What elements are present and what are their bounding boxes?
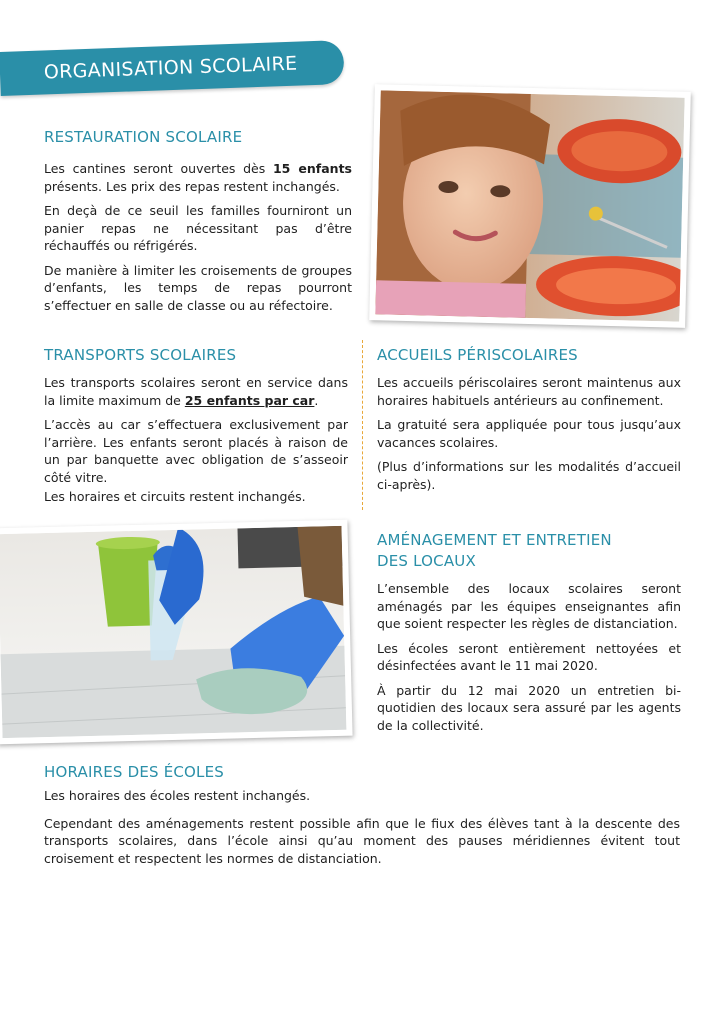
child-eating-photo [369,84,691,328]
restauration-paragraph-3: De manière à limiter les croisements de groupes d’enfants, les temps de repas pourront s’effectuer en salle de classe ou au réfectoire. [44,262,352,313]
banner-title: ORGANISATION SCOLAIRE [43,52,298,84]
amenagement-paragraph-3: À partir du 12 mai 2020 un entretien bi-quotidien des locaux sera assuré par les agents de la collectivité. [377,682,681,733]
enfants-par-car: 25 enfants par car [184,392,315,408]
transports-title: TRANSPORTS SCOLAIRES [44,346,237,364]
horaires-text [44,787,680,874]
transports-paragraph-2: L’accès au car s’effectuera exclusivement par l’arrière. Les enfants seront placés à raison de un par banquette avec obligation de s’asseoir côté vitre. [44,417,348,485]
amenagement-title-line-1: AMÉNAGEMENT ET ENTRETIEN [377,531,612,549]
amenagement-paragraph-1: L’ensemble des locaux scolaires seront aménagés par les équipes enseignantes afin que soient respecter les règles de distanciation. [377,581,681,631]
periscolaires-paragraph-3: (Plus d’informations sur les modalités d’accueil ci-après). [377,459,681,492]
periscolaires-text [377,374,681,500]
column-divider [362,340,363,510]
restauration-paragraph-2: En deçà de ce seuil les familles fourniront un panier repas ne nécessitant pas d’être réchauffés ou réfrigérés. [44,203,352,253]
amenagement-title-line-2: DES LOCAUX [377,552,476,570]
child-eating-image [375,90,684,321]
periscolaires-paragraph-1: Les accueils périscolaires seront maintenus aux horaires habituels antérieurs au confinement. [377,375,681,408]
amenagement-title [377,530,612,572]
section-banner [0,40,345,96]
horaires-title: HORAIRES DES ÉCOLES [44,763,225,781]
cleaning-image [0,526,346,738]
cleaning-photo [0,520,353,745]
amenagement-text [377,580,681,741]
amenagement-paragraph-2: Les écoles seront entièrement nettoyées et désinfectées avant le 11 mai 2020. [377,640,681,673]
periscolaires-paragraph-2: La gratuité sera appliquée pour tous jusqu’aux vacances scolaires. [377,417,681,450]
restauration-text [44,160,352,321]
transports-paragraph-3: Les horaires et circuits restent inchangés. [44,489,306,504]
transports-text [44,374,348,513]
enfants-count: 15 enfants [272,161,352,176]
restauration-title: RESTAURATION SCOLAIRE [44,128,243,146]
periscolaires-title: ACCUEILS PÉRISCOLAIRES [377,346,578,364]
restauration-paragraph-1: Les cantines seront ouvertes dès 15 enfants présents. Les prix des repas restent inchangés. [44,161,352,194]
horaires-paragraph-2: Cependant des aménagements restent possible afin que le fiux des élèves tant à la descente des transports scolaires, dans l’école ainsi qu’au moment des pauses méridiennes évitent tout croisement et respectent les normes de distanciation. [44,815,680,866]
horaires-paragraph-1: Les horaires des écoles restent inchangés. [44,788,311,803]
transports-paragraph-1: Les transports scolaires seront en service dans la limite maximum de 25 enfants par car. [44,375,348,408]
